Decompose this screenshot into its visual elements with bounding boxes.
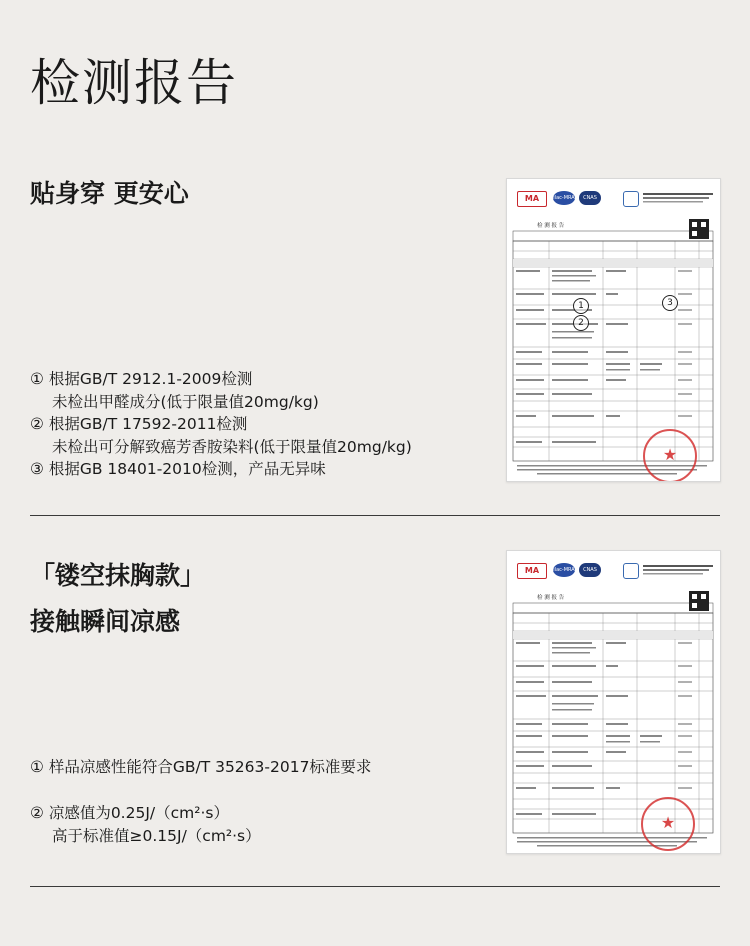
cnas-logo: CNAS <box>579 191 601 205</box>
section1-notes <box>30 368 412 481</box>
cnas-logo: CNAS <box>579 563 601 577</box>
red-seal-stamp <box>643 429 697 482</box>
note-1-detail: 未检出甲醛成分(低于限量值20mg/kg) <box>52 392 319 411</box>
marker-3: 3 <box>662 295 678 311</box>
section2-notes-b <box>30 802 261 847</box>
note-3: ③ 根据GB 18401-2010检测，产品无异味 <box>30 460 326 478</box>
note-cool-2-detail: 高于标准值≥0.15J/（cm²·s） <box>52 826 261 845</box>
page-title: 检测报告 <box>30 54 238 112</box>
note-2-detail: 未检出可分解致癌芳香胺染料(低于限量值20mg/kg) <box>52 437 412 456</box>
note-1: ① 根据GB/T 2912.1-2009检测 <box>30 370 253 388</box>
red-seal-stamp <box>641 797 695 851</box>
section2-notes <box>30 756 371 779</box>
ilac-logo: ilac-MRA <box>553 191 575 205</box>
test-report-image-1 <box>506 178 721 482</box>
report-title: 检 测 报 告 <box>537 223 565 229</box>
section2-heading-line2: 接触瞬间凉感 <box>30 607 181 636</box>
test-report-image-2 <box>506 550 721 854</box>
ma-logo: MA <box>517 563 547 579</box>
ilac-logo: ilac-MRA <box>553 563 575 577</box>
marker-1: 1 <box>573 298 589 314</box>
section-formaldehyde <box>0 160 750 515</box>
section2-heading-line1: 「镂空抹胸款」 <box>30 561 206 590</box>
section-cooling <box>0 516 750 886</box>
note-cool-2: ② 凉感值为0.25J/（cm²·s） <box>30 804 229 822</box>
report-title: 检 测 报 告 <box>537 595 565 601</box>
ma-logo: MA <box>517 191 547 207</box>
note-2: ② 根据GB/T 17592-2011检测 <box>30 415 248 433</box>
marker-2: 2 <box>573 315 589 331</box>
section1-heading: 贴身穿 更安心 <box>30 179 189 208</box>
note-cool-1: ① 样品凉感性能符合GB/T 35263-2017标准要求 <box>30 758 372 776</box>
section-divider-2 <box>30 886 720 887</box>
